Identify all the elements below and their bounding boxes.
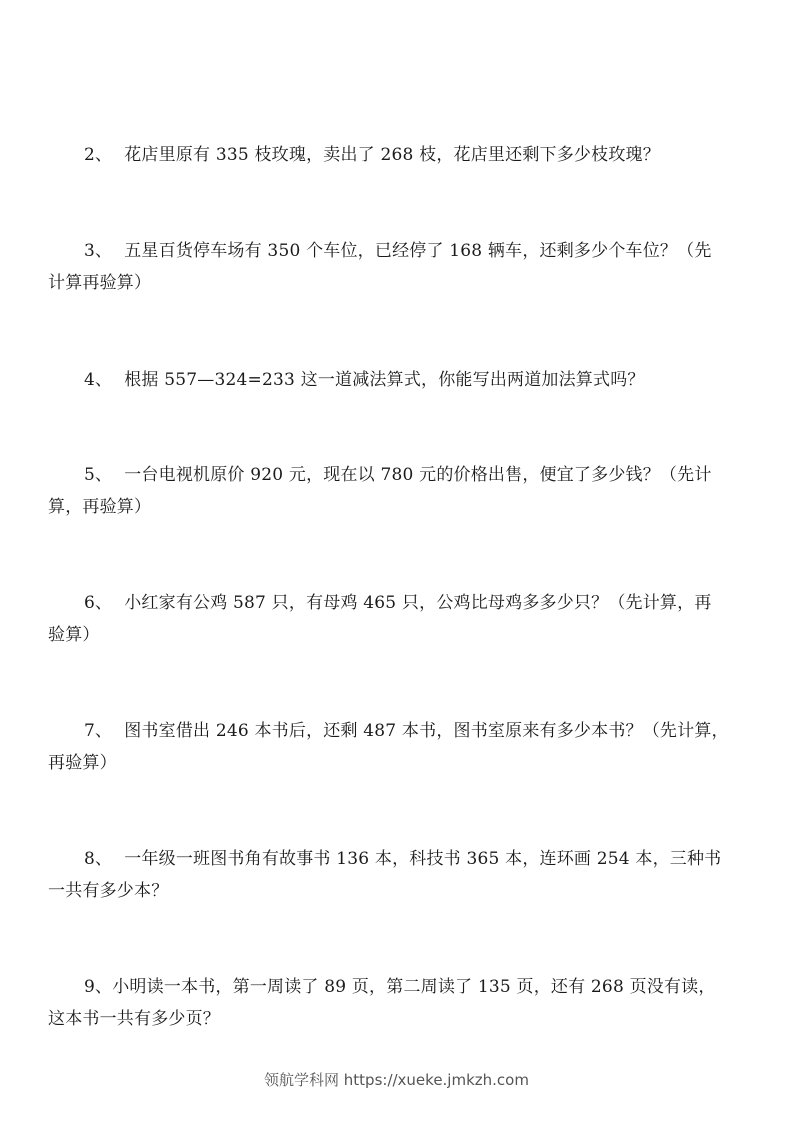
question-line-2: 算，再验算）	[48, 497, 152, 517]
question-line-1	[48, 459, 748, 491]
question-number: 9、	[84, 977, 113, 997]
question-text: 五星百货停车场有 350 个车位，已经停了 168 辆车，还剩多少个车位？（先	[124, 241, 712, 261]
question-line-1	[48, 139, 748, 171]
question-number: 6、	[84, 593, 113, 613]
question-line-1	[48, 971, 748, 1003]
question-text: 一台电视机原价 920 元，现在以 780 元的价格出售，便宜了多少钱？（先计	[124, 465, 712, 485]
question-line-2: 验算）	[48, 625, 100, 645]
question-line-1	[48, 364, 748, 396]
question-number: 8、	[84, 849, 113, 869]
question-number: 2、	[84, 145, 113, 165]
question-text: 花店里原有 335 枝玫瑰，卖出了 268 枝，花店里还剩下多少枝玫瑰？	[124, 145, 660, 165]
question-text: 一年级一班图书角有故事书 136 本，科技书 365 本，连环画 254 本，三种书	[124, 849, 722, 869]
question-line-1	[48, 587, 748, 619]
question-5	[48, 459, 748, 523]
question-text: 根据 557—324=233 这一道减法算式，你能写出两道加法算式吗？	[124, 370, 645, 390]
question-3	[48, 235, 748, 299]
question-line-2: 这本书一共有多少页？	[48, 1009, 220, 1029]
question-6	[48, 587, 748, 651]
question-number: 4、	[84, 370, 113, 390]
question-text: 小红家有公鸡 587 只，有母鸡 465 只，公鸡比母鸡多多少只？（先计算，再	[124, 593, 712, 613]
question-7	[48, 715, 748, 779]
question-number: 3、	[84, 241, 113, 261]
question-number: 7、	[84, 721, 113, 741]
question-9	[48, 971, 748, 1035]
question-text: 小明读一本书，第一周读了 89 页，第二周读了 135 页，还有 268 页没有读，	[112, 977, 716, 997]
question-4	[48, 364, 748, 396]
question-text: 图书室借出 246 本书后，还剩 487 本书，图书室原来有多少本书？（先计算，	[124, 721, 729, 741]
question-line-2: 一共有多少本？	[48, 881, 169, 901]
question-2	[48, 139, 748, 171]
question-line-1	[48, 235, 748, 267]
question-line-2: 再验算）	[48, 753, 117, 773]
question-8	[48, 843, 748, 907]
question-line-2: 计算再验算）	[48, 273, 152, 293]
question-line-1	[48, 715, 748, 747]
footer-watermark: 领航学科网 https://xueke.jmkzh.com	[264, 1071, 529, 1089]
question-line-1	[48, 843, 748, 875]
question-number: 5、	[84, 465, 113, 485]
